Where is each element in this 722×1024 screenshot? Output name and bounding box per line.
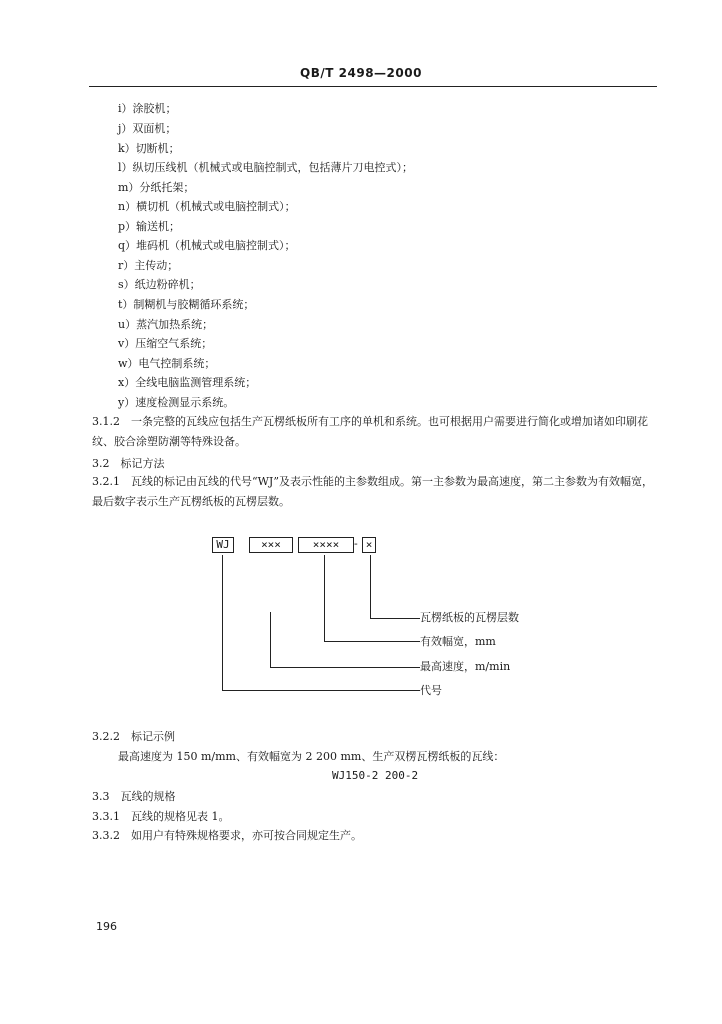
- section-3-1-2: 3.1.2 一条完整的瓦线应包括生产瓦楞纸板所有工序的单机和系统。也可根据用户需要进行简化或增加诸如印刷花纹、胶合涂塑防潮等特殊设备。: [92, 415, 648, 448]
- width-label: 有效幅宽，mm: [420, 635, 496, 648]
- example-text: 最高速度为 150 m/mm、有效幅宽为 2 200 mm、生产双楞瓦楞纸板的瓦线：: [118, 750, 505, 763]
- layers-leader: [370, 555, 371, 618]
- section-3-3-heading: 3.3 瓦线的规格: [92, 790, 176, 803]
- code-box: WJ: [212, 537, 234, 553]
- list-item: n）横切机（机械式或电脑控制式）；: [118, 200, 296, 213]
- list-item: t）制糊机与胶糊循环系统；: [118, 298, 255, 311]
- section-3-2-heading: 3.2 标记方法: [92, 457, 165, 470]
- list-item: w）电气控制系统；: [118, 357, 216, 370]
- width-box: ××××: [298, 537, 354, 553]
- layers-box: ×: [362, 537, 376, 553]
- list-item: p）输送机；: [118, 220, 181, 233]
- example-code: WJ150-2 200-2: [332, 769, 419, 782]
- section-3-3-1: 3.3.1 瓦线的规格见表 1。: [92, 810, 230, 823]
- layers-label: 瓦楞纸板的瓦楞层数: [420, 611, 519, 624]
- separator-dash: -: [354, 537, 358, 550]
- list-item: u）蒸汽加热系统；: [118, 318, 214, 331]
- list-item: v）压缩空气系统；: [118, 337, 213, 350]
- list-item: k）切断机；: [118, 142, 180, 155]
- code-label: 代号: [420, 684, 442, 697]
- list-item: y）速度检测显示系统。: [118, 396, 235, 409]
- code-leader: [222, 555, 223, 690]
- page-number: 196: [96, 920, 117, 933]
- speed-label: 最高速度，m/min: [420, 660, 511, 673]
- list-item: r）主传动；: [118, 259, 179, 272]
- list-item: x）全线电脑监测管理系统；: [118, 376, 257, 389]
- speed-hline: [270, 667, 420, 668]
- list-item: m）分纸托架；: [118, 181, 195, 194]
- layers-hline: [370, 618, 420, 619]
- section-3-3-2: 3.3.2 如用户有特殊规格要求，亦可按合同规定生产。: [92, 829, 362, 842]
- list-item: s）纸边粉碎机；: [118, 278, 201, 291]
- section-3-2-2-heading: 3.2.2 标记示例: [92, 730, 175, 743]
- section-3-2-1: 3.2.1 瓦线的标记由瓦线的代号“WJ”及表示性能的主参数组成。第一主参数为最高速度，第二主参数为有效幅宽，最后数字表示生产瓦楞纸板的瓦楞层数。: [92, 475, 653, 508]
- header-rule: [89, 86, 657, 87]
- standard-number-header: QB/T 2498—2000: [300, 66, 422, 80]
- width-leader: [324, 555, 325, 641]
- list-item: l）纵切压线机（机械式或电脑控制式，包括薄片刀电控式）；: [118, 161, 414, 174]
- list-item: i）涂胶机；: [118, 102, 177, 115]
- list-item: j）双面机；: [118, 122, 177, 135]
- width-hline: [324, 641, 420, 642]
- code-hline: [222, 690, 420, 691]
- list-item: q）堆码机（机械式或电脑控制式）；: [118, 239, 296, 252]
- speed-box: ×××: [249, 537, 293, 553]
- speed-leader: [270, 612, 271, 667]
